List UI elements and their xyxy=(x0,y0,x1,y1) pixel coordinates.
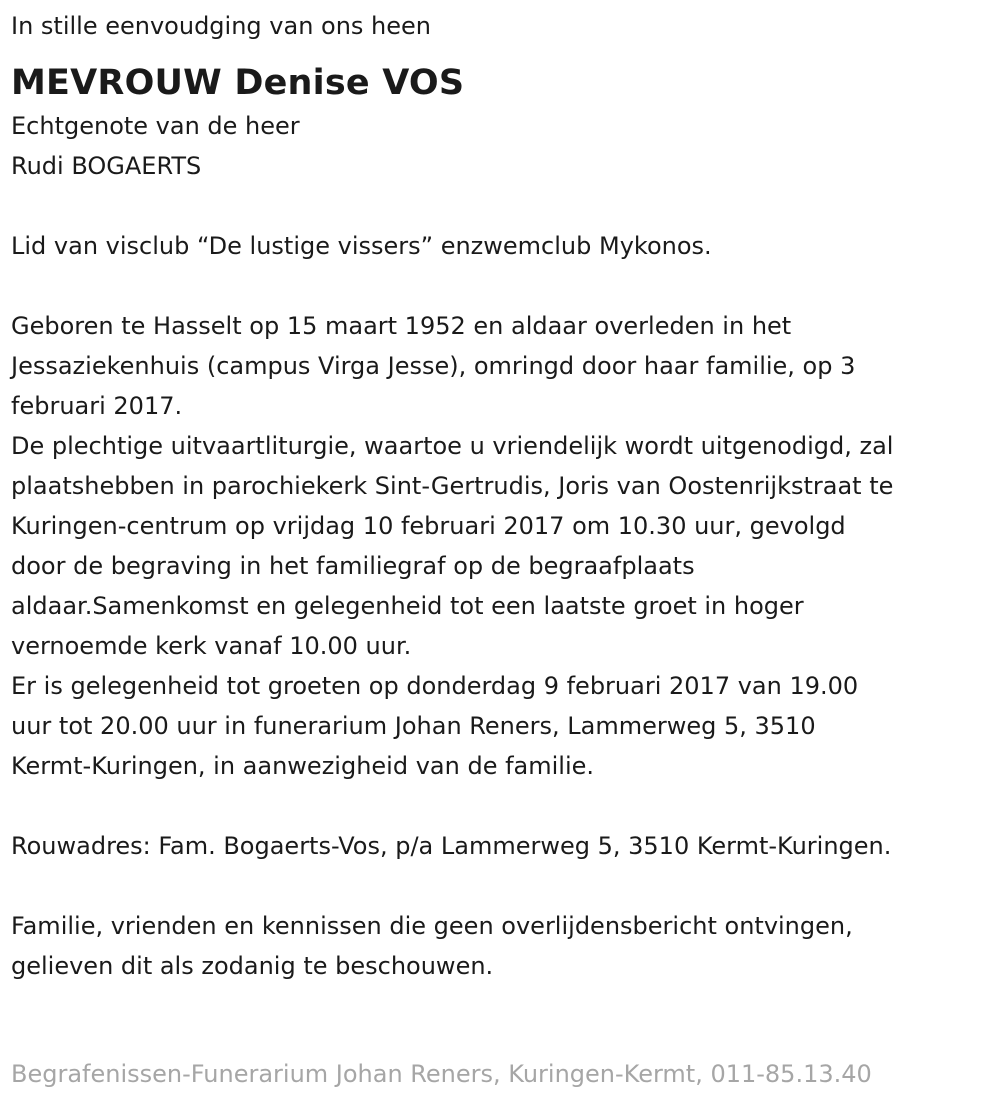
obituary-notice xyxy=(11,6,996,986)
mourning-address: Rouwadres: Fam. Bogaerts-Vos, p/a Lammerweg 5, 3510 Kermt-Kuringen. xyxy=(11,832,892,860)
main-paragraph xyxy=(11,306,996,786)
spacer xyxy=(11,866,996,906)
spacer xyxy=(11,786,996,826)
spouse-line: Rudi BOGAERTS xyxy=(11,152,202,180)
spouse-line: Echtgenote van de heer xyxy=(11,112,300,140)
main-line: februari 2017. xyxy=(11,392,183,420)
main-line: uur tot 20.00 uur in funerarium Johan Reners, Lammerweg 5, 3510 xyxy=(11,712,816,740)
main-line: Kuringen-centrum op vrijdag 10 februari 2017 om 10.30 uur, gevolgd xyxy=(11,512,846,540)
deceased-name: MEVROUW Denise VOS xyxy=(11,63,465,103)
spacer xyxy=(11,266,996,306)
funeral-home-footer: Begrafenissen-Funerarium Johan Reners, Kuringen-Kermt, 011-85.13.40 xyxy=(11,1060,872,1088)
intro-text: In stille eenvoudging van ons heen xyxy=(11,12,432,40)
main-line: Geboren te Hasselt op 15 maart 1952 en aldaar overleden in het xyxy=(11,312,792,340)
spacer xyxy=(11,186,996,226)
main-line: vernoemde kerk vanaf 10.00 uur. xyxy=(11,632,412,660)
main-line: De plechtige uitvaartliturgie, waartoe u vriendelijk wordt uitgenodigd, zal xyxy=(11,432,894,460)
main-line: Jessaziekenhuis (campus Virga Jesse), omringd door haar familie, op 3 xyxy=(11,352,856,380)
closing-line: gelieven dit als zodanig te beschouwen. xyxy=(11,952,494,980)
main-line: aldaar.Samenkomst en gelegenheid tot een laatste groet in hoger xyxy=(11,592,804,620)
membership-text: Lid van visclub “De lustige vissers” enzwemclub Mykonos. xyxy=(11,232,712,260)
main-line: plaatshebben in parochiekerk Sint-Gertrudis, Joris van Oostenrijkstraat te xyxy=(11,472,894,500)
main-line: Kermt-Kuringen, in aanwezigheid van de familie. xyxy=(11,752,595,780)
closing-line: Familie, vrienden en kennissen die geen overlijdensbericht ontvingen, xyxy=(11,912,853,940)
main-line: Er is gelegenheid tot groeten op donderdag 9 februari 2017 van 19.00 xyxy=(11,672,859,700)
main-line: door de begraving in het familiegraf op de begraafplaats xyxy=(11,552,695,580)
